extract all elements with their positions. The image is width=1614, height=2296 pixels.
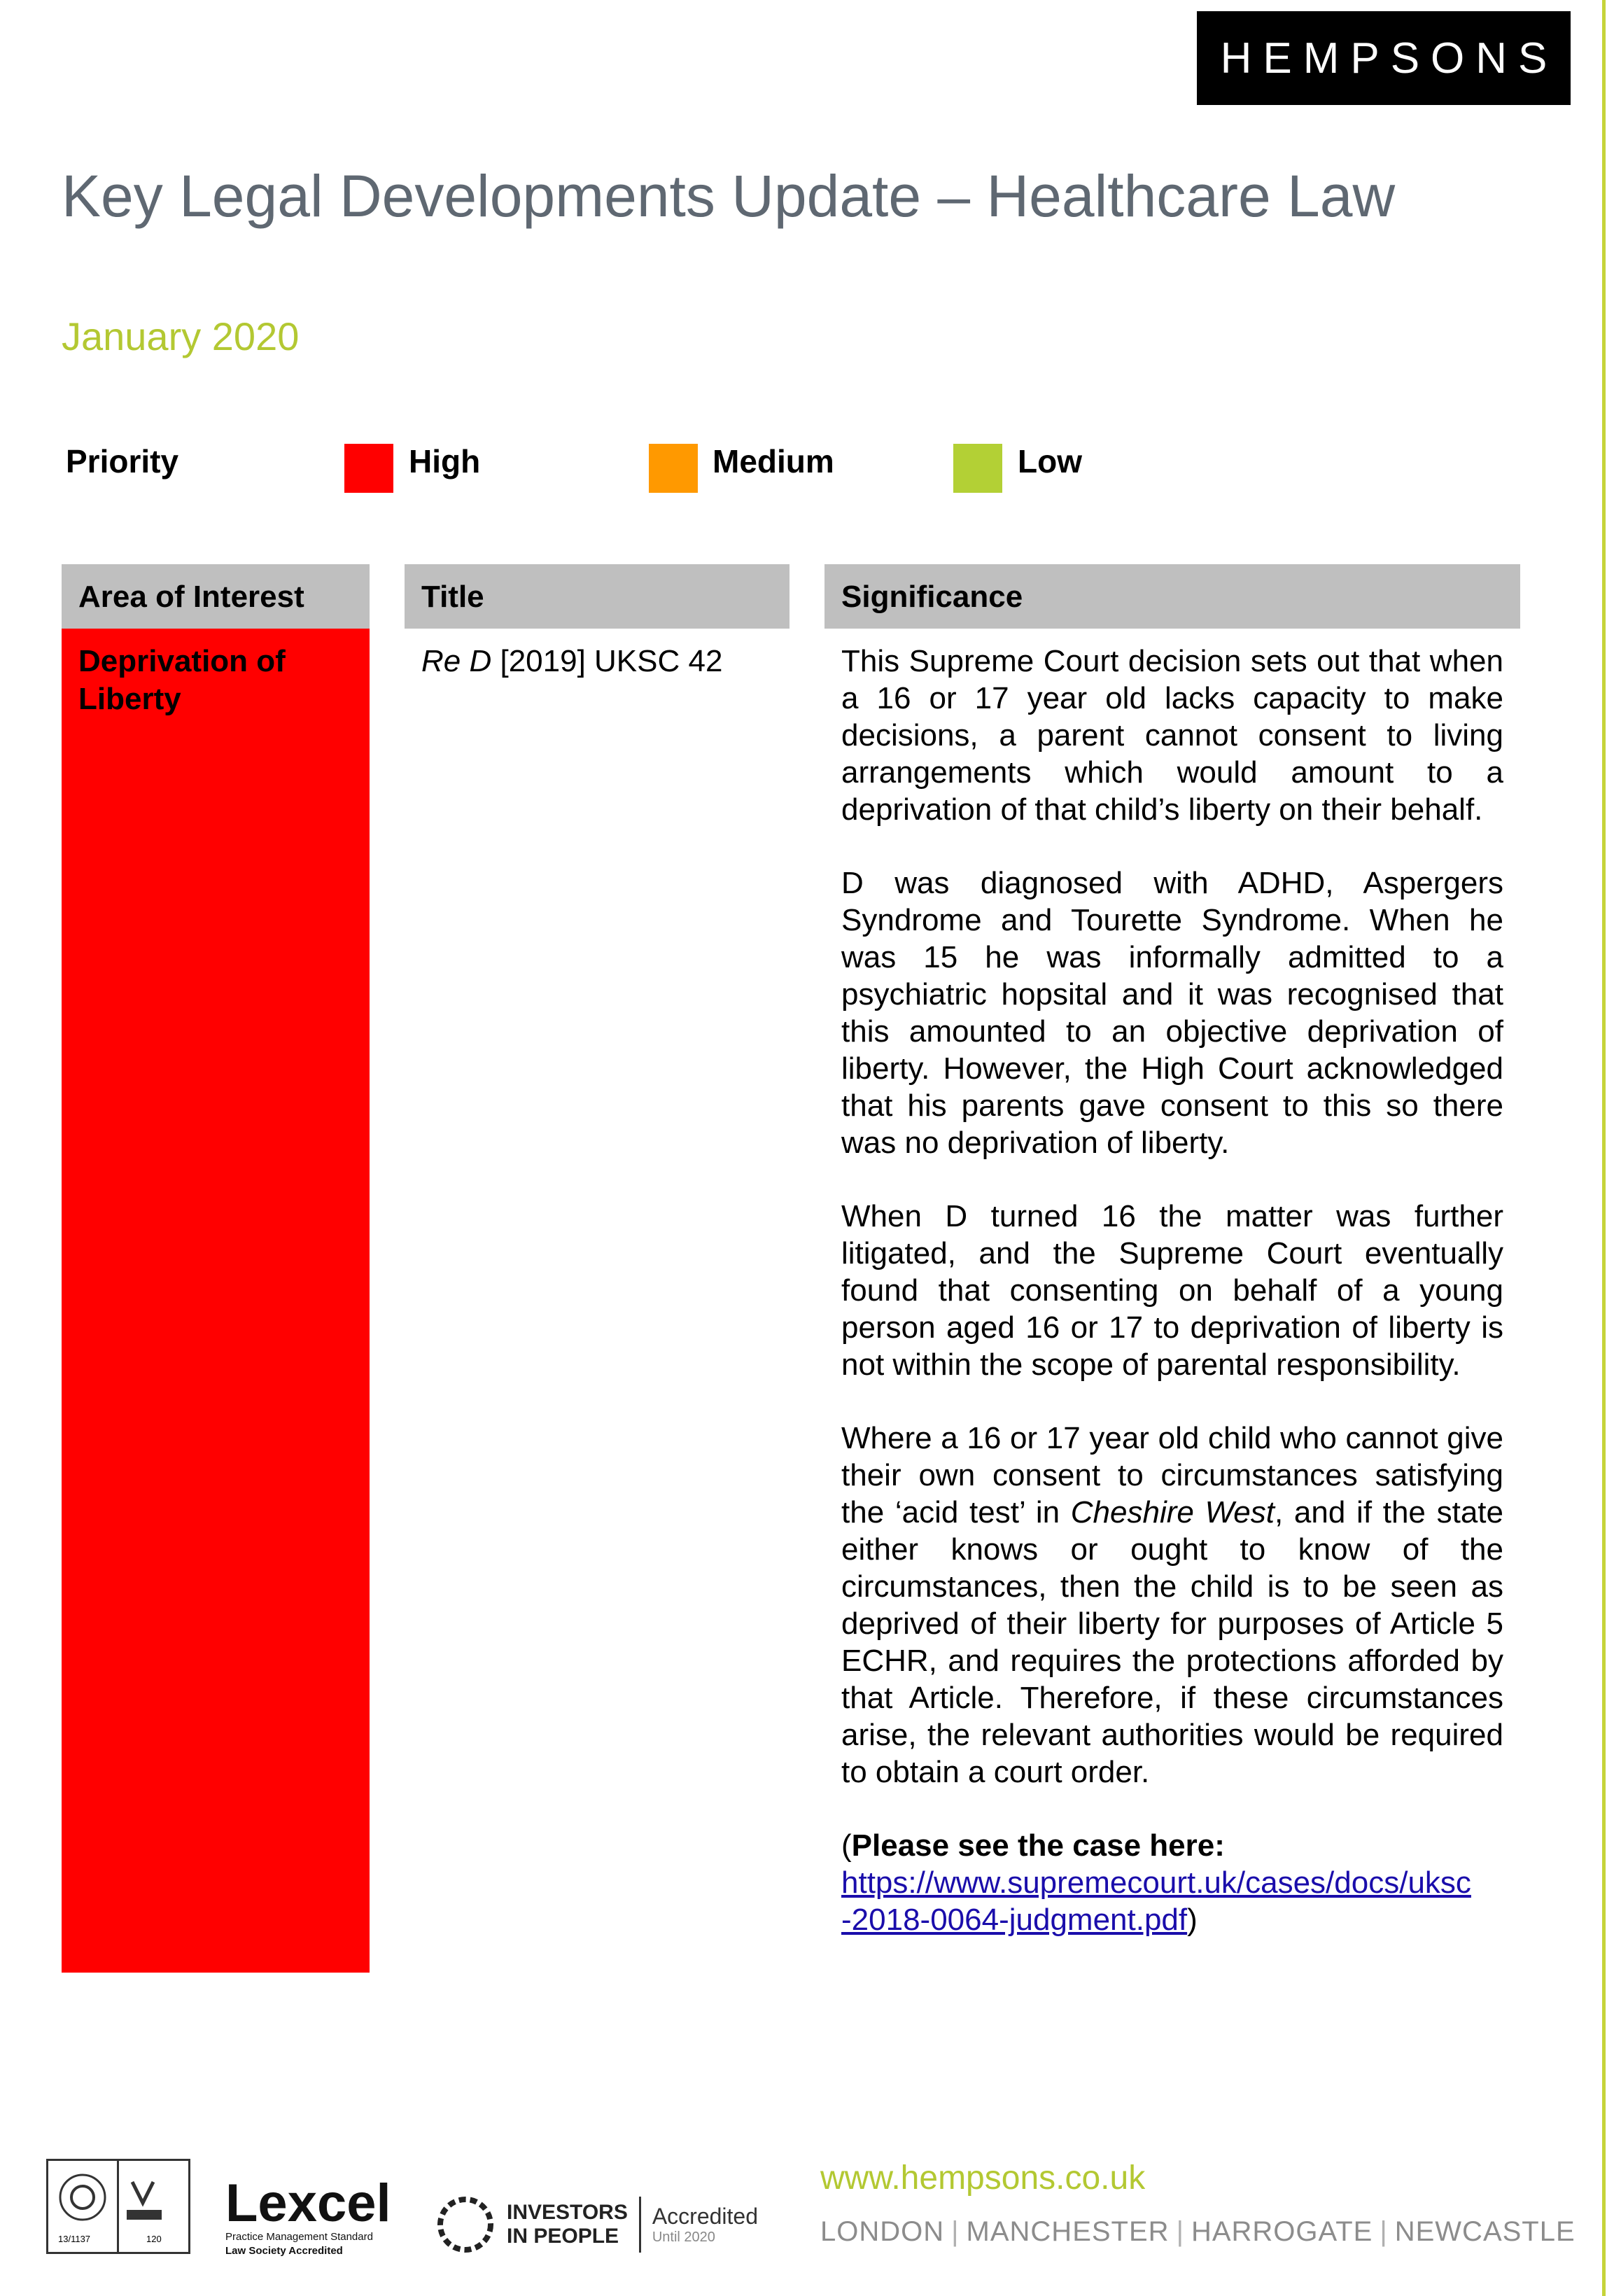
lexcel-word: Lexcel bbox=[225, 2174, 391, 2233]
footer-office-locations bbox=[820, 2216, 1576, 2248]
area-of-interest-cell bbox=[62, 629, 370, 1973]
case-title-italic: Re D bbox=[421, 644, 492, 678]
significance-cell bbox=[841, 643, 1503, 1975]
iip-wordmark bbox=[507, 2201, 628, 2248]
office-london: LONDON bbox=[820, 2216, 945, 2247]
medium-priority-label: Medium bbox=[713, 443, 834, 479]
column-header-title-label: Title bbox=[421, 580, 484, 614]
significance-paragraph-1: This Supreme Court decision sets out that when a 16 or 17 year old lacks capacity to make decisions, a parent cannot consent to living arrangements which would amount to a deprivation of that child’s liberty on their behalf. bbox=[841, 644, 1503, 827]
medium-priority-swatch bbox=[649, 444, 698, 493]
iip-separator bbox=[639, 2197, 641, 2253]
logo-text: HEMPSONS bbox=[1220, 34, 1559, 83]
office-separator: | bbox=[1380, 2216, 1388, 2247]
laurel-wreath-icon bbox=[434, 2193, 497, 2256]
footer-website: www.hempsons.co.uk bbox=[820, 2160, 1146, 2197]
iip-line-2: IN PEOPLE bbox=[507, 2225, 619, 2248]
office-separator: | bbox=[1176, 2216, 1184, 2247]
para4-italic: Cheshire West bbox=[1070, 1495, 1275, 1530]
investors-in-people-logo bbox=[434, 2190, 758, 2260]
area-of-interest-text: Deprivation of Liberty bbox=[78, 644, 286, 716]
iip-accredited bbox=[652, 2204, 758, 2246]
iip-accredited-label: Accredited bbox=[652, 2204, 759, 2229]
office-newcastle: NEWCASTLE bbox=[1394, 2216, 1576, 2247]
high-priority-label: High bbox=[409, 443, 481, 479]
low-priority-label: Low bbox=[1018, 443, 1082, 479]
right-accent-rule bbox=[1602, 0, 1606, 2296]
column-header-area-label: Area of Interest bbox=[78, 580, 304, 614]
significance-paragraph-4 bbox=[841, 1420, 1503, 1791]
case-link-label: Please see the case here: bbox=[851, 1828, 1225, 1863]
column-header-significance-label: Significance bbox=[841, 580, 1023, 614]
column-header-title bbox=[405, 564, 790, 629]
certification-badges bbox=[46, 2159, 190, 2254]
case-link-line-1: https://www.supremecourt.uk/cases/docs/uksc bbox=[841, 1865, 1471, 1900]
significance-paragraph-3: When D turned 16 the matter was further litigated, and the Supreme Court eventually found that consenting on behalf of a young person aged 16 or 17 to deprivation of liberty is not within the scope of parental responsibility. bbox=[841, 1199, 1503, 1382]
office-manchester: MANCHESTER bbox=[966, 2216, 1170, 2247]
para4-text-a: Where a 16 or 17 year old child who cannot give their own consent to circumstances satisfying the ‘acid test’ in bbox=[841, 1421, 1503, 1530]
case-link-line-2: -2018-0064-judgment.pdf bbox=[841, 1903, 1188, 1937]
cert-number-1: 13/1137 bbox=[58, 2234, 91, 2244]
case-link-paragraph bbox=[841, 1827, 1503, 1938]
significance-paragraph-2: D was diagnosed with ADHD, Aspergers Syndrome and Tourette Syndrome. When he was 15 he was informally admitted to a psychiatric hopsital and it was recognised that this amounted to an objective deprivation of liberty. However, the High Court acknowledged that his parents gave consent to this so there was no deprivation of liberty. bbox=[841, 866, 1503, 1160]
high-priority-swatch bbox=[344, 444, 393, 493]
document-title: Key Legal Developments Update – Healthcare Law bbox=[62, 163, 1396, 229]
case-title bbox=[421, 643, 722, 680]
priority-legend bbox=[0, 434, 1540, 490]
para4-text-b: , and if the state either knows or ought to know of the circumstances, then the child is to be seen as deprived of their liberty for purposes of Article 5 ECHR, and requires the protections afforded by that Article. Therefore, if these circumstances arise, the relevant authorities would be required to obtain a court order. bbox=[841, 1495, 1503, 1789]
priority-label: Priority bbox=[66, 443, 179, 479]
cert-number-2: 120 bbox=[146, 2234, 162, 2244]
office-harrogate: HARROGATE bbox=[1191, 2216, 1373, 2247]
lexcel-line-2: Law Society Accredited bbox=[225, 2245, 343, 2257]
document-date: January 2020 bbox=[62, 314, 300, 358]
iip-line-1: INVESTORS bbox=[507, 2201, 628, 2224]
hempsons-logo bbox=[1197, 11, 1571, 105]
column-header-significance bbox=[824, 564, 1520, 629]
low-priority-swatch bbox=[953, 444, 1002, 493]
iip-until: Until 2020 bbox=[652, 2230, 715, 2245]
lexcel-logo bbox=[225, 2174, 391, 2258]
column-header-area bbox=[62, 564, 370, 629]
case-open-paren: ( bbox=[841, 1828, 852, 1863]
lexcel-line-1: Practice Management Standard bbox=[225, 2231, 373, 2243]
case-close-paren: ) bbox=[1187, 1903, 1198, 1937]
case-title-citation: [2019] UKSC 42 bbox=[491, 644, 723, 678]
case-link[interactable] bbox=[841, 1865, 1471, 1937]
office-separator: | bbox=[951, 2216, 960, 2247]
